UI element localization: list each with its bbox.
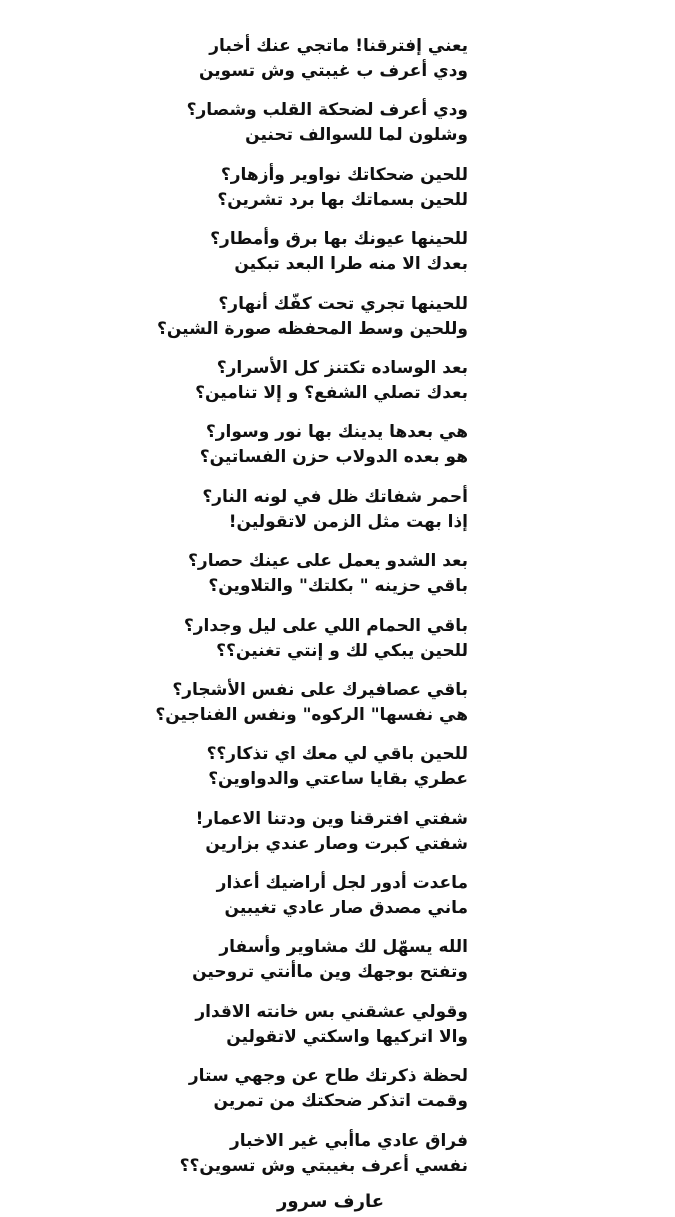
verse-line: والا اتركيها واسكتي لاتقولين (226, 1026, 468, 1047)
stanza-4 (0, 227, 468, 291)
stanza-7 (0, 420, 468, 484)
verse-line: هو بعده الدولاب حزن الفساتين؟ (199, 447, 468, 468)
stanza-12 (0, 742, 468, 806)
verse-line: وقمت اتذكر ضحكتك من تمرين (213, 1091, 468, 1112)
verse-line: ماني مصدق صار عادي تغيبين (224, 898, 468, 919)
verse-line: أحمر شفاتك ظل في لونه النار؟ (202, 486, 468, 507)
stanza-9 (0, 549, 468, 613)
verse-line: هي نفسها" الركوه" ونفس الفناجين؟ (155, 704, 468, 725)
verse-line: وشلون لما للسوالف تحنين (245, 125, 468, 146)
stanza-1 (0, 34, 468, 98)
verse-line: للحين يبكي لك و إنتي تغنين؟؟ (216, 640, 468, 661)
verse-line: للحينها عيونك بها برق وأمطار؟ (210, 229, 468, 250)
verse-line: ودي أعرف ب غيبتي وش تسوين (199, 61, 468, 81)
verse-line: شفتي افترقنا وين ودتنا الاعمار! (195, 808, 468, 829)
verse-line: باقي عصافيرك على نفس الأشجار؟ (172, 679, 468, 700)
verse-line: بعد الشدو يعمل على عينك حصار؟ (188, 551, 468, 572)
verse-line: فراق عادي ماأبي غير الاخبار (230, 1130, 468, 1151)
verse-line: وتفتح بوجهك وين ماأنتي تروحين (192, 962, 468, 983)
verse-line: بعدك تصلي الشفع؟ و إلا تنامين؟ (195, 382, 468, 403)
stanza-17 (0, 1064, 468, 1128)
stanza-2 (0, 98, 468, 162)
verse-line: نفسي أعرف بغيبتي وش تسوين؟؟ (179, 1155, 468, 1176)
verse-line: بعد الوساده تكتنز كل الأسرار؟ (216, 357, 468, 378)
stanza-10 (0, 614, 468, 678)
verse-line: شفتي كبرت وصار عندي بزارين (205, 833, 468, 854)
stanza-13 (0, 807, 468, 871)
stanza-16 (0, 1000, 468, 1064)
verse-line: هي بعدها يدينك بها نور وسوار؟ (205, 422, 468, 443)
verse-line: وللحين وسط المحفظه صورة الشين؟ (156, 318, 468, 339)
verse-line: باقي حزينه " بكلتك" والتلاوين؟ (208, 576, 468, 597)
poem (0, 34, 468, 1217)
verse-line: الله يسهّل لك مشاوير وأسفار (219, 937, 468, 958)
stanza-14 (0, 871, 468, 935)
verse-line: باقي الحمام اللي على ليل وجدار؟ (183, 615, 468, 636)
stanza-5 (0, 292, 468, 356)
verse-line: ودي أعرف لضحكة القلب وشصار؟ (186, 100, 468, 121)
verse-line: إذا بهت مثل الزمن لاتقولين! (228, 511, 468, 532)
stanza-15 (0, 935, 468, 999)
stanza-8 (0, 485, 468, 549)
stanza-3 (0, 163, 468, 227)
stanza-11 (0, 678, 468, 742)
verse-line: للحين ضحكاتك نواوير وأزهار؟ (220, 164, 468, 185)
stanza-6 (0, 356, 468, 420)
verse-line: ماعدت أدور لجل أراضيك أعذار (216, 873, 468, 894)
author-signature: عارف سرور (276, 1191, 384, 1213)
verse-line: بعدك الا منه طرا البعد تبكين (234, 254, 468, 275)
verse-line: وقولي عشقني بس خانته الاقدار (195, 1001, 468, 1022)
verse-line: لحظة ذكرتك طاح عن وجهي ستار (188, 1066, 468, 1087)
stanza-18 (0, 1129, 468, 1193)
verse-line: للحينها تجري تحت كفّك أنهار؟ (218, 293, 468, 314)
verse-line: للحين باقي لي معك اي تذكار؟؟ (206, 744, 468, 765)
verse-line: عطري بقايا ساعتي والدواوين؟ (208, 769, 468, 790)
verse-line: للحين بسماتك بها برد تشرين؟ (217, 189, 468, 210)
verse-line: يعني إفترقنا! ماتجي عنك أخبار (209, 36, 468, 56)
